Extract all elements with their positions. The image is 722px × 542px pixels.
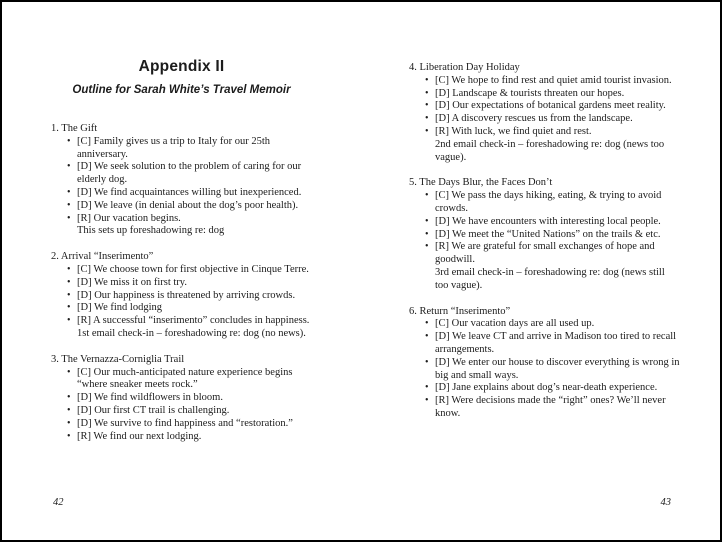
item-text: [C] We pass the days hiking, eating, & trying to avoid crowds.: [435, 190, 662, 214]
item-text: [D] We enter our house to discover everything is wrong in big and small ways.: [435, 356, 680, 381]
note-line: [51, 225, 321, 238]
bullet-icon: •: [67, 161, 71, 173]
item-text: [C] Our much-anticipated nature experience begins “where sneaker meets rock.”: [77, 366, 293, 391]
item-text: [R] Our vacation begins.: [77, 212, 181, 224]
bullet-item: [51, 264, 321, 277]
bullet-item: [51, 277, 321, 290]
bullet-item: [409, 100, 682, 113]
item-text: [D] We find wildflowers in bloom.: [77, 392, 223, 404]
item-text: [D] We survive to find happiness and “restoration.”: [77, 417, 293, 429]
bullet-icon: •: [425, 190, 429, 202]
bullet-item: [51, 187, 321, 200]
bullet-icon: •: [425, 100, 429, 112]
section-heading: 3. The Vernazza-Corniglia Trail: [51, 353, 185, 365]
section-heading: 5. The Days Blur, the Faces Don’t: [409, 177, 553, 189]
bullet-icon: •: [425, 318, 429, 330]
bullet-icon: •: [67, 315, 71, 327]
bullet-item: [51, 302, 321, 315]
page-header: [2, 2, 361, 97]
item-text: [D] We have encounters with interesting local people.: [435, 215, 661, 227]
page-number-right: 43: [660, 497, 671, 508]
bullet-icon: •: [67, 212, 71, 224]
bullet-icon: •: [67, 417, 71, 429]
bullet-icon: •: [67, 263, 71, 275]
page-left: [2, 2, 361, 540]
bullet-item: [409, 382, 682, 395]
section-heading: 2. Arrival “Inserimento”: [51, 251, 154, 263]
item-text: [D] We find lodging: [77, 302, 162, 314]
bullet-icon: •: [425, 215, 429, 227]
bullet-icon: •: [67, 392, 71, 404]
section-heading: 6. Return “Inserimento”: [409, 305, 511, 317]
item-text: 1st email check-in – foreshadowing re: dog (no news).: [77, 327, 306, 339]
bullet-item: [51, 213, 321, 226]
section-heading: 1. The Gift: [51, 123, 98, 134]
note-line: [409, 267, 682, 293]
bullet-icon: •: [67, 199, 71, 211]
bullet-icon: •: [67, 302, 71, 314]
bullet-icon: •: [425, 241, 429, 253]
page-right: [361, 2, 720, 540]
item-text: [R] With luck, we find quiet and rest.: [435, 125, 592, 137]
item-text: [R] A successful “inserimento” concludes in happiness.: [77, 315, 310, 327]
item-text: [R] We find our next lodging.: [77, 430, 202, 442]
bullet-item: [51, 136, 321, 162]
bullet-item: [409, 126, 682, 139]
outline-section: [409, 62, 682, 164]
item-text: [D] We meet the “United Nations” on the trails & etc.: [435, 228, 661, 240]
item-text: [C] We choose town for first objective in Cinque Terre.: [77, 263, 309, 275]
bullet-icon: •: [425, 113, 429, 125]
bullet-icon: •: [425, 87, 429, 99]
bullet-item: [409, 331, 682, 357]
item-text: [D] A discovery rescues us from the landscape.: [435, 113, 633, 125]
bullet-item: [409, 318, 682, 331]
item-text: [C] Family gives us a trip to Italy for our 25th anniversary.: [77, 135, 271, 160]
bullet-icon: •: [425, 382, 429, 394]
item-text: This sets up foreshadowing re: dog: [77, 225, 225, 237]
item-text: 2nd email check-in – foreshadowing re: dog (news too vague).: [435, 138, 665, 163]
bullet-icon: •: [425, 228, 429, 240]
note-line: [51, 328, 321, 341]
note-line: [409, 139, 682, 165]
bullet-item: [51, 431, 321, 444]
bullet-icon: •: [67, 135, 71, 147]
outline-section: [51, 354, 321, 444]
outline-section: [409, 306, 682, 421]
bullet-item: [51, 405, 321, 418]
item-text: [D] We leave CT and arrive in Madison too tired to recall arrangements.: [435, 331, 677, 355]
bullet-icon: •: [67, 430, 71, 442]
item-text: [D] We leave (in denial about the dog’s poor health).: [77, 199, 299, 211]
bullet-item: [409, 75, 682, 88]
item-text: [C] Our vacation days are all used up.: [435, 318, 595, 330]
bullet-icon: •: [67, 276, 71, 288]
bullet-icon: •: [67, 404, 71, 416]
bullet-icon: •: [425, 395, 429, 407]
item-text: [R] We are grateful for small exchanges of hope and goodwill.: [435, 241, 655, 266]
bullet-item: [51, 392, 321, 405]
outline-section: [51, 123, 321, 238]
appendix-title: Appendix II: [138, 58, 225, 75]
bullet-item: [51, 367, 321, 393]
item-text: [D] Jane explains about dog’s near-death experience.: [435, 382, 658, 394]
bullet-icon: •: [425, 331, 429, 343]
bullet-item: [51, 315, 321, 328]
bullet-item: [51, 200, 321, 213]
bullet-icon: •: [67, 289, 71, 301]
section-heading: 4. Liberation Day Holiday: [409, 62, 520, 73]
bullet-item: [409, 88, 682, 101]
item-text: [D] Landscape & tourists threaten our hopes.: [435, 87, 625, 99]
outline-right: [409, 62, 682, 421]
item-text: [D] We find acquaintances willing but inexperienced.: [77, 186, 302, 198]
appendix-subtitle: Outline for Sarah White’s Travel Memoir: [72, 84, 291, 96]
outline-section: [409, 177, 682, 292]
bullet-item: [409, 357, 682, 383]
bullet-item: [409, 241, 682, 267]
item-text: [D] We miss it on first try.: [77, 276, 187, 288]
bullet-icon: •: [425, 74, 429, 86]
bullet-item: [409, 395, 682, 421]
item-text: 3rd email check-in – foreshadowing re: dog (news still too vague).: [435, 266, 665, 291]
page-number-left: 42: [53, 497, 64, 508]
bullet-icon: •: [425, 356, 429, 368]
bullet-item: [51, 290, 321, 303]
outline-section: [51, 251, 321, 341]
bullet-item: [51, 418, 321, 431]
bullet-item: [409, 216, 682, 229]
item-text: [D] Our happiness is threatened by arriving crowds.: [77, 289, 296, 301]
bullet-item: [51, 161, 321, 187]
bullet-icon: •: [425, 125, 429, 137]
item-text: [C] We hope to find rest and quiet amid tourist invasion.: [435, 74, 672, 86]
bullet-icon: •: [67, 186, 71, 198]
bullet-item: [409, 190, 682, 216]
item-text: [D] Our first CT trail is challenging.: [77, 404, 230, 416]
outline-left: [51, 123, 321, 443]
item-text: [R] Were decisions made the “right” ones? We’ll never know.: [435, 395, 666, 419]
bullet-item: [409, 229, 682, 242]
item-text: [D] Our expectations of botanical gardens meet reality.: [435, 100, 666, 112]
bullet-item: [409, 113, 682, 126]
bullet-icon: •: [67, 366, 71, 378]
item-text: [D] We seek solution to the problem of caring for our elderly dog.: [77, 161, 302, 186]
